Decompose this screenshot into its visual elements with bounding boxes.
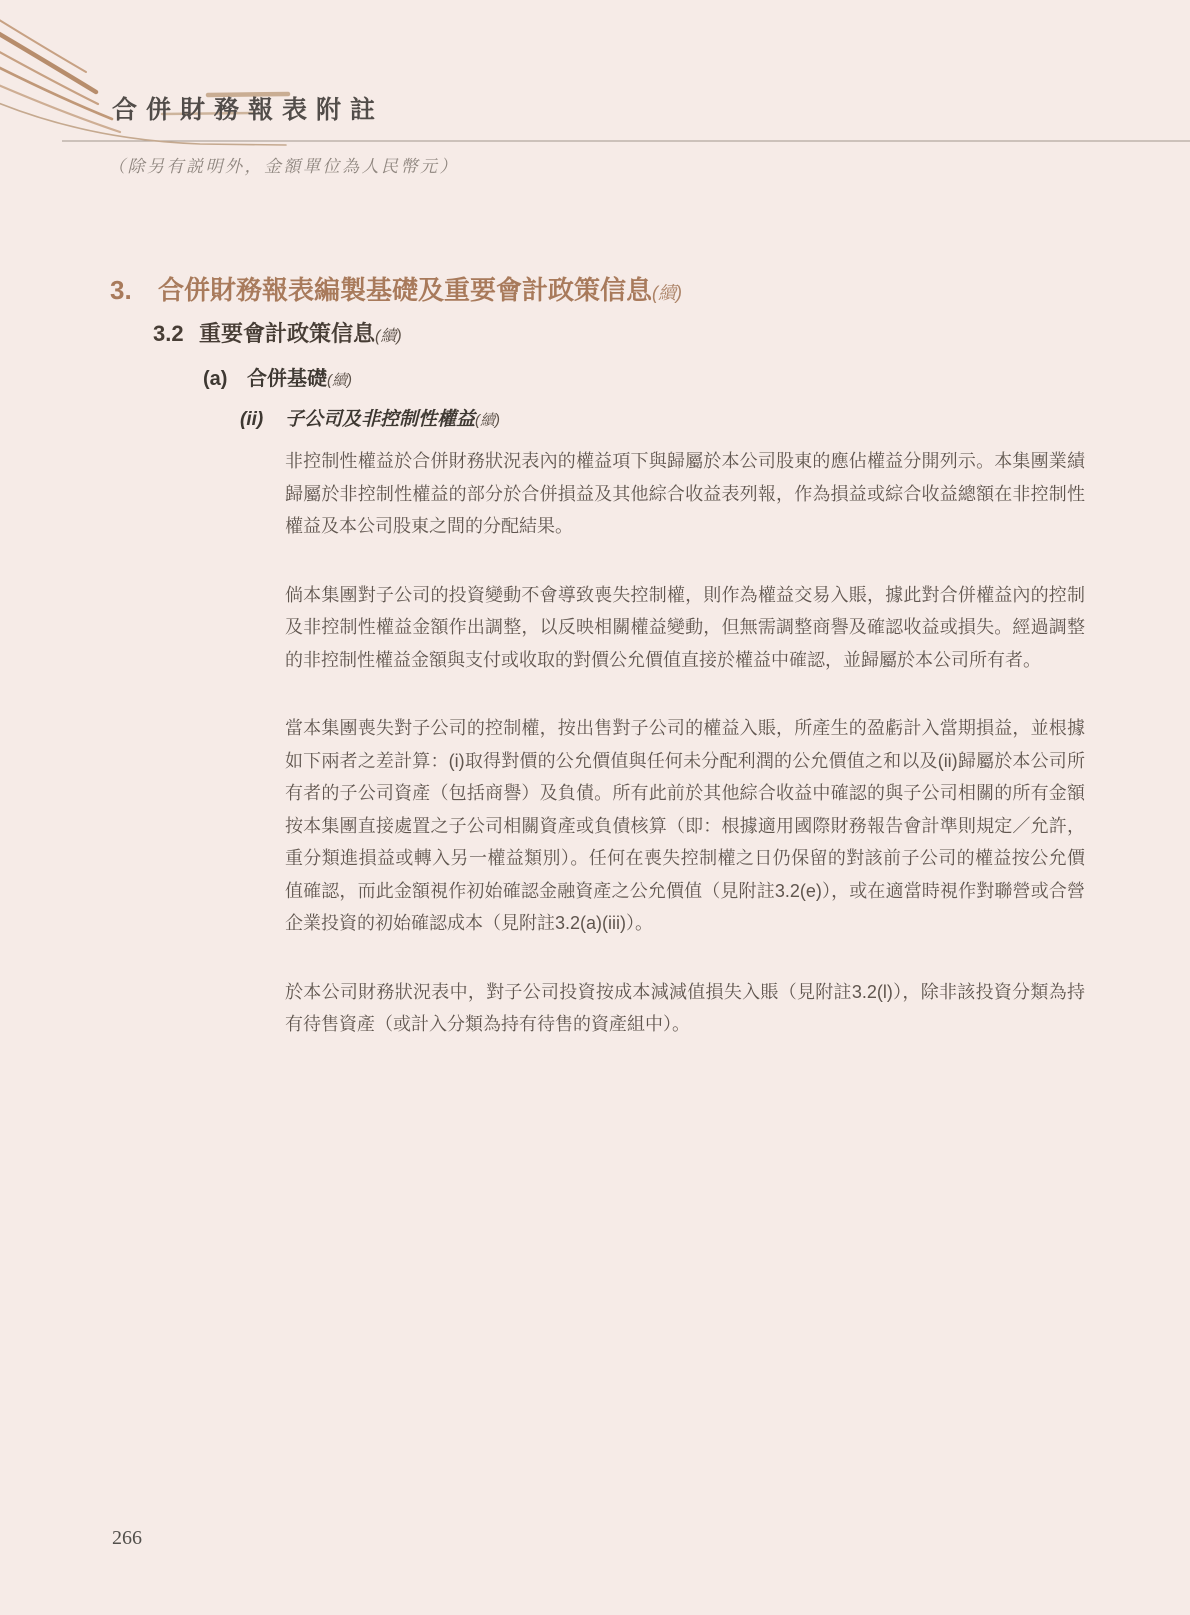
paragraph-1: 非控制性權益於合併財務狀況表內的權益項下與歸屬於本公司股東的應佔權益分開列示。本集團業績歸屬於非控制性權益的部分於合併損益及其他綜合收益表列報，作為損益或綜合收益總額在非控制性權益及本公司股東之間的分配結果。 <box>285 451 1085 536</box>
clause-a-title: 合併基礎 <box>247 368 327 390</box>
clause-a-heading <box>203 362 352 391</box>
clause-a-continued-label: (續) <box>327 372 352 389</box>
paragraph-3: 當本集團喪失對子公司的控制權，按出售對子公司的權益入賬，所產生的盈虧計入當期損益，並根據如下兩者之差計算：(i)取得對價的公允價值與任何未分配利潤的公允價值之和以及(ii)歸屬於本公司所有者的子公司資產（包括商譽）及負債。所有此前於其他綜合收益中確認的與子公司相關的所有金額按本集團直接處置之子公司相關資產或負債核算（即：根據適用國際財務報告會計準則規定／允許，重分類進損益或轉入另一權益類別）。任何在喪失控制權之日仍保留的對該前子公司的權益按公允價值確認，而此金額視作初始確認金融資產之公允價值（見附註3.2(e)），或在適當時視作對聯營或合營企業投資的初始確認成本（見附註3.2(a)(iii)）。 <box>285 718 1085 933</box>
clause-ii-continued-label: (續) <box>475 412 501 429</box>
page-number: 266 <box>112 1527 142 1549</box>
section-title: 合併財務報表編製基礎及重要會計政策信息 <box>158 275 653 305</box>
page-subtitle: （除另有説明外，金額單位為人民幣元） <box>108 157 459 176</box>
section-heading <box>110 270 682 307</box>
page-title: 合併財務報表附註 <box>112 97 385 124</box>
clause-a-number: (a) <box>203 368 228 390</box>
clause-ii-heading <box>240 404 500 431</box>
body-text-block <box>285 445 1085 1077</box>
subsection-heading <box>153 317 402 348</box>
section-number: 3. <box>110 275 132 305</box>
clause-ii-title: 子公司及非控制性權益 <box>285 409 476 430</box>
subsection-continued-label: (續) <box>375 328 402 345</box>
section-continued-label: (續) <box>652 283 683 303</box>
subsection-title: 重要會計政策信息 <box>199 321 376 346</box>
clause-ii-number: (ii) <box>240 409 264 430</box>
paragraph-2: 倘本集團對子公司的投資變動不會導致喪失控制權，則作為權益交易入賬，據此對合併權益內的控制及非控制性權益金額作出調整，以反映相關權益變動，但無需調整商譽及確認收益或損失。經過調整的非控制性權益金額與支付或收取的對價公允價值直接於權益中確認，並歸屬於本公司所有者。 <box>285 584 1085 670</box>
paragraph-4: 於本公司財務狀況表中，對子公司投資按成本減減值損失入賬（見附註3.2(l)），除非該投資分類為持有待售資產（或計入分類為持有待售的資產組中）。 <box>285 981 1085 1034</box>
subsection-number: 3.2 <box>153 321 184 346</box>
